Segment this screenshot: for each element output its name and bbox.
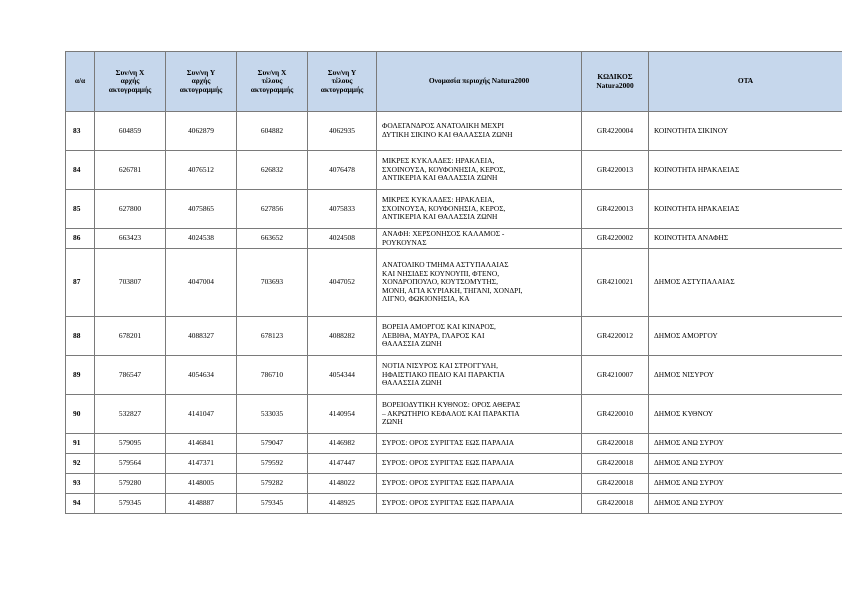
area-line: ΚΑΙ ΝΗΣΙΔΕΣ ΚΟΥΝΟΥΠΙ, ΦΤΕΝΟ,	[382, 268, 500, 278]
cell-area-name	[377, 434, 582, 454]
cell-ota: ΔΗΜΟΣ ΑΜΟΡΓΟΥ	[649, 317, 842, 356]
cell-x-end: 604882	[237, 112, 308, 151]
cell-code: GR4220018	[582, 434, 649, 454]
area-line: ΣΧΟΙΝΟΥΣΑ, ΚΟΥΦΟΝΗΣΙΑ, ΚΕΡΟΣ,	[382, 203, 506, 213]
cell-x-end: 786710	[237, 356, 308, 395]
cell-x-start: 786547	[95, 356, 166, 395]
cell-ota: ΔΗΜΟΣ ΑΝΩ ΣΥΡΟΥ	[649, 494, 842, 514]
cell-area-name	[377, 356, 582, 395]
cell-ota: ΔΗΜΟΣ ΑΣΤΥΠΑΛΑΙΑΣ	[649, 249, 842, 317]
cell-aa: 83	[66, 112, 95, 151]
header-line: Natura2000	[596, 80, 634, 90]
header-line: αρχής	[120, 76, 140, 86]
cell-code: GR4220018	[582, 454, 649, 474]
cell-x-start: 579345	[95, 494, 166, 514]
cell-x-end: 678123	[237, 317, 308, 356]
header-code	[582, 52, 649, 112]
header-line: Συν/νη Υ	[186, 67, 216, 77]
cell-x-start: 627800	[95, 190, 166, 229]
cell-y-start: 4054634	[166, 356, 237, 395]
cell-ota: ΔΗΜΟΣ ΑΝΩ ΣΥΡΟΥ	[649, 474, 842, 494]
cell-code: GR4210021	[582, 249, 649, 317]
cell-ota: ΔΗΜΟΣ ΑΝΩ ΣΥΡΟΥ	[649, 434, 842, 454]
cell-y-start: 4088327	[166, 317, 237, 356]
cell-aa: 90	[66, 395, 95, 434]
cell-y-end: 4024508	[308, 229, 377, 249]
cell-area-name	[377, 249, 582, 317]
cell-aa: 84	[66, 151, 95, 190]
cell-aa: 85	[66, 190, 95, 229]
header-y-start	[166, 52, 237, 112]
table-row	[66, 151, 842, 190]
header-area-name: Ονομασία περιοχής Natura2000	[377, 52, 582, 112]
cell-x-start: 579095	[95, 434, 166, 454]
cell-code: GR4220013	[582, 151, 649, 190]
cell-ota: ΔΗΜΟΣ ΑΝΩ ΣΥΡΟΥ	[649, 454, 842, 474]
area-line: ΦΟΛΕΓΑΝΔΡΟΣ ΑΝΑΤΟΛΙΚΗ ΜΕΧΡΙ	[382, 121, 504, 131]
area-line: ΣΥΡΟΣ: ΟΡΟΣ ΣΥΡΙΓΓΑΣ ΕΩΣ ΠΑΡΑΛΙΑ	[382, 458, 515, 468]
table-row	[66, 317, 842, 356]
cell-x-start: 532827	[95, 395, 166, 434]
table-row	[66, 356, 842, 395]
header-line: τέλους	[331, 76, 353, 86]
cell-y-end: 4075833	[308, 190, 377, 229]
cell-y-end: 4146982	[308, 434, 377, 454]
cell-area-name	[377, 190, 582, 229]
cell-y-end: 4148925	[308, 494, 377, 514]
cell-aa: 88	[66, 317, 95, 356]
area-line: ΑΝΑΦΗ: ΧΕΡΣΟΝΗΣΟΣ ΚΑΛΑΜΟΣ -	[382, 228, 505, 238]
area-line: ΔΥΤΙΚΗ ΣΙΚΙΝΟ ΚΑΙ ΘΑΛΑΣΣΙΑ ΖΩΝΗ	[382, 130, 513, 139]
cell-code: GR4220002	[582, 229, 649, 249]
cell-x-start: 579564	[95, 454, 166, 474]
table-row	[66, 454, 842, 474]
cell-ota: ΚΟΙΝΟΤΗΤΑ ΑΝΑΦΗΣ	[649, 229, 842, 249]
area-line: ΣΥΡΟΣ: ΟΡΟΣ ΣΥΡΙΓΓΑΣ ΕΩΣ ΠΑΡΑΛΙΑ	[382, 498, 515, 508]
cell-y-end: 4140954	[308, 395, 377, 434]
cell-x-end: 579345	[237, 494, 308, 514]
cell-code: GR4220018	[582, 474, 649, 494]
cell-aa: 93	[66, 474, 95, 494]
cell-x-end: 627856	[237, 190, 308, 229]
cell-y-end: 4147447	[308, 454, 377, 474]
cell-x-end: 533035	[237, 395, 308, 434]
header-aa: α/α	[66, 52, 95, 112]
header-line: ακτογραμμής	[320, 84, 364, 94]
cell-area-name	[377, 112, 582, 151]
header-line: τέλους	[261, 76, 283, 86]
cell-x-end: 703693	[237, 249, 308, 317]
cell-aa: 92	[66, 454, 95, 474]
cell-y-start: 4148005	[166, 474, 237, 494]
natura-coastline-table	[65, 51, 842, 514]
table-row	[66, 229, 842, 249]
area-line: ΖΩΝΗ	[382, 417, 403, 427]
area-line: – ΑΚΡΩΤΗΡΙΟ ΚΕΦΑΛΟΣ ΚΑΙ ΠΑΡΑΚΤΙΑ	[382, 408, 520, 418]
header-line: αρχής	[191, 76, 211, 86]
cell-x-start: 626781	[95, 151, 166, 190]
header-x-end	[237, 52, 308, 112]
header-line: Συν/νη Υ	[327, 67, 357, 77]
cell-x-start: 579280	[95, 474, 166, 494]
table-row	[66, 494, 842, 514]
cell-y-end: 4148022	[308, 474, 377, 494]
header-y-end	[308, 52, 377, 112]
cell-aa: 91	[66, 434, 95, 454]
area-line: ΣΥΡΟΣ: ΟΡΟΣ ΣΥΡΙΓΓΑΣ ΕΩΣ ΠΑΡΑΛΙΑ	[382, 478, 515, 488]
cell-code: GR4220018	[582, 494, 649, 514]
cell-y-start: 4024538	[166, 229, 237, 249]
cell-area-name	[377, 317, 582, 356]
cell-x-start: 663423	[95, 229, 166, 249]
cell-y-end: 4088282	[308, 317, 377, 356]
header-line: Συν/νη Χ	[257, 67, 287, 77]
cell-ota: ΚΟΙΝΟΤΗΤΑ ΗΡΑΚΛΕΙΑΣ	[649, 190, 842, 229]
cell-ota: ΔΗΜΟΣ ΚΥΘΝΟΥ	[649, 395, 842, 434]
cell-x-start: 604859	[95, 112, 166, 151]
cell-y-start: 4148887	[166, 494, 237, 514]
area-line: ΡΟΥΚΟΥΝΑΣ	[382, 237, 427, 247]
area-line: ΑΝΤΙΚΕΡΙΑ ΚΑΙ ΘΑΛΑΣΣΙΑ ΖΩΝΗ	[382, 173, 498, 183]
table-row	[66, 474, 842, 494]
cell-aa: 86	[66, 229, 95, 249]
cell-code: GR4220013	[582, 190, 649, 229]
area-line: ΣΧΟΙΝΟΥΣΑ, ΚΟΥΦΟΝΗΣΙΑ, ΚΕΡΟΣ,	[382, 164, 506, 174]
cell-x-end: 626832	[237, 151, 308, 190]
cell-x-end: 579047	[237, 434, 308, 454]
area-line: ΜΙΚΡΕΣ ΚΥΚΛΑΔΕΣ: ΗΡΑΚΛΕΙΑ,	[382, 195, 495, 205]
header-line: ακτογραμμής	[108, 84, 152, 94]
cell-code: GR4210007	[582, 356, 649, 395]
header-line: ακτογραμμής	[250, 84, 294, 94]
header-line: ακτογραμμής	[179, 84, 223, 94]
cell-ota: ΚΟΙΝΟΤΗΤΑ ΗΡΑΚΛΕΙΑΣ	[649, 151, 842, 190]
area-line: ΗΦΑΙΣΤΙΑΚΟ ΠΕΔΙΟ ΚΑΙ ΠΑΡΑΚΤΙΑ	[382, 369, 505, 379]
cell-y-start: 4147371	[166, 454, 237, 474]
area-line: ΑΝΑΤΟΛΙΚΟ ΤΜΗΜΑ ΑΣΤΥΠΑΛΑΙΑΣ	[382, 260, 509, 270]
cell-y-start: 4076512	[166, 151, 237, 190]
cell-code: GR4220012	[582, 317, 649, 356]
table-row	[66, 190, 842, 229]
area-line: ΛΕΒΙΘΑ, ΜΑΥΡΑ, ΓΛΑΡΟΣ ΚΑΙ	[382, 330, 485, 340]
cell-aa: 89	[66, 356, 95, 395]
cell-y-start: 4062879	[166, 112, 237, 151]
table-row	[66, 249, 842, 317]
cell-aa: 94	[66, 494, 95, 514]
area-line: ΘΑΛΑΣΣΙΑ ΖΩΝΗ	[382, 339, 442, 349]
cell-y-end: 4076478	[308, 151, 377, 190]
cell-aa: 87	[66, 249, 95, 317]
area-line: ΒΟΡΕΙΑ ΑΜΟΡΓΟΣ ΚΑΙ ΚΙΝΑΡΟΣ,	[382, 322, 496, 332]
cell-area-name	[377, 395, 582, 434]
header-line: ΚΩΔΙΚΟΣ	[597, 71, 633, 81]
cell-y-end: 4054344	[308, 356, 377, 395]
header-ota: ΟΤΑ	[649, 52, 842, 112]
area-line: ΑΝΤΙΚΕΡΙΑ ΚΑΙ ΘΑΛΑΣΣΙΑ ΖΩΝΗ	[382, 212, 498, 222]
cell-area-name	[377, 454, 582, 474]
cell-area-name	[377, 494, 582, 514]
header-line: Συν/νη Χ	[115, 67, 145, 77]
cell-x-start: 703807	[95, 249, 166, 317]
area-line: ΧΟΝΔΡΟΠΟΥΛΟ, ΚΟΥΤΣΟΜΥΤΗΣ,	[382, 277, 498, 287]
cell-x-end: 663652	[237, 229, 308, 249]
cell-ota: ΔΗΜΟΣ ΝΙΣΥΡΟΥ	[649, 356, 842, 395]
table-body	[66, 112, 842, 514]
area-line: ΜΙΚΡΕΣ ΚΥΚΛΑΔΕΣ: ΗΡΑΚΛΕΙΑ,	[382, 156, 495, 166]
cell-area-name	[377, 229, 582, 249]
cell-code: GR4220010	[582, 395, 649, 434]
area-line: ΜΟΝΗ, ΑΓΙΑ ΚΥΡΙΑΚΗ, ΤΗΓΑΝΙ, ΧΟΝΔΡΙ,	[382, 285, 523, 295]
area-line: ΣΥΡΟΣ: ΟΡΟΣ ΣΥΡΙΓΓΑΣ ΕΩΣ ΠΑΡΑΛΙΑ	[382, 438, 515, 448]
header-x-start	[95, 52, 166, 112]
cell-code: GR4220004	[582, 112, 649, 151]
cell-y-start: 4075865	[166, 190, 237, 229]
cell-y-start: 4047004	[166, 249, 237, 317]
cell-y-start: 4141047	[166, 395, 237, 434]
area-line: ΘΑΛΑΣΣΙΑ ΖΩΝΗ	[382, 378, 442, 388]
cell-y-start: 4146841	[166, 434, 237, 454]
cell-area-name	[377, 474, 582, 494]
area-line: ΒΟΡΕΙΟΔΥΤΙΚΗ ΚΥΘΝΟΣ: ΟΡΟΣ ΑΘΕΡΑΣ	[382, 400, 521, 410]
cell-x-start: 678201	[95, 317, 166, 356]
table-row	[66, 434, 842, 454]
cell-x-end: 579282	[237, 474, 308, 494]
table-row	[66, 395, 842, 434]
cell-ota: ΚΟΙΝΟΤΗΤΑ ΣΙΚΙΝΟΥ	[649, 112, 842, 151]
area-line: ΛΙΓΝΟ, ΦΩΚΙΟΝΗΣΙΑ, ΚΑ	[382, 294, 470, 304]
header-row	[66, 52, 842, 112]
cell-y-end: 4062935	[308, 112, 377, 151]
table-row	[66, 112, 842, 151]
cell-x-end: 579592	[237, 454, 308, 474]
cell-y-end: 4047052	[308, 249, 377, 317]
cell-area-name	[377, 151, 582, 190]
area-line: ΝΟΤΙΑ ΝΙΣΥΡΟΣ ΚΑΙ ΣΤΡΟΓΓΥΛΗ,	[382, 361, 498, 371]
